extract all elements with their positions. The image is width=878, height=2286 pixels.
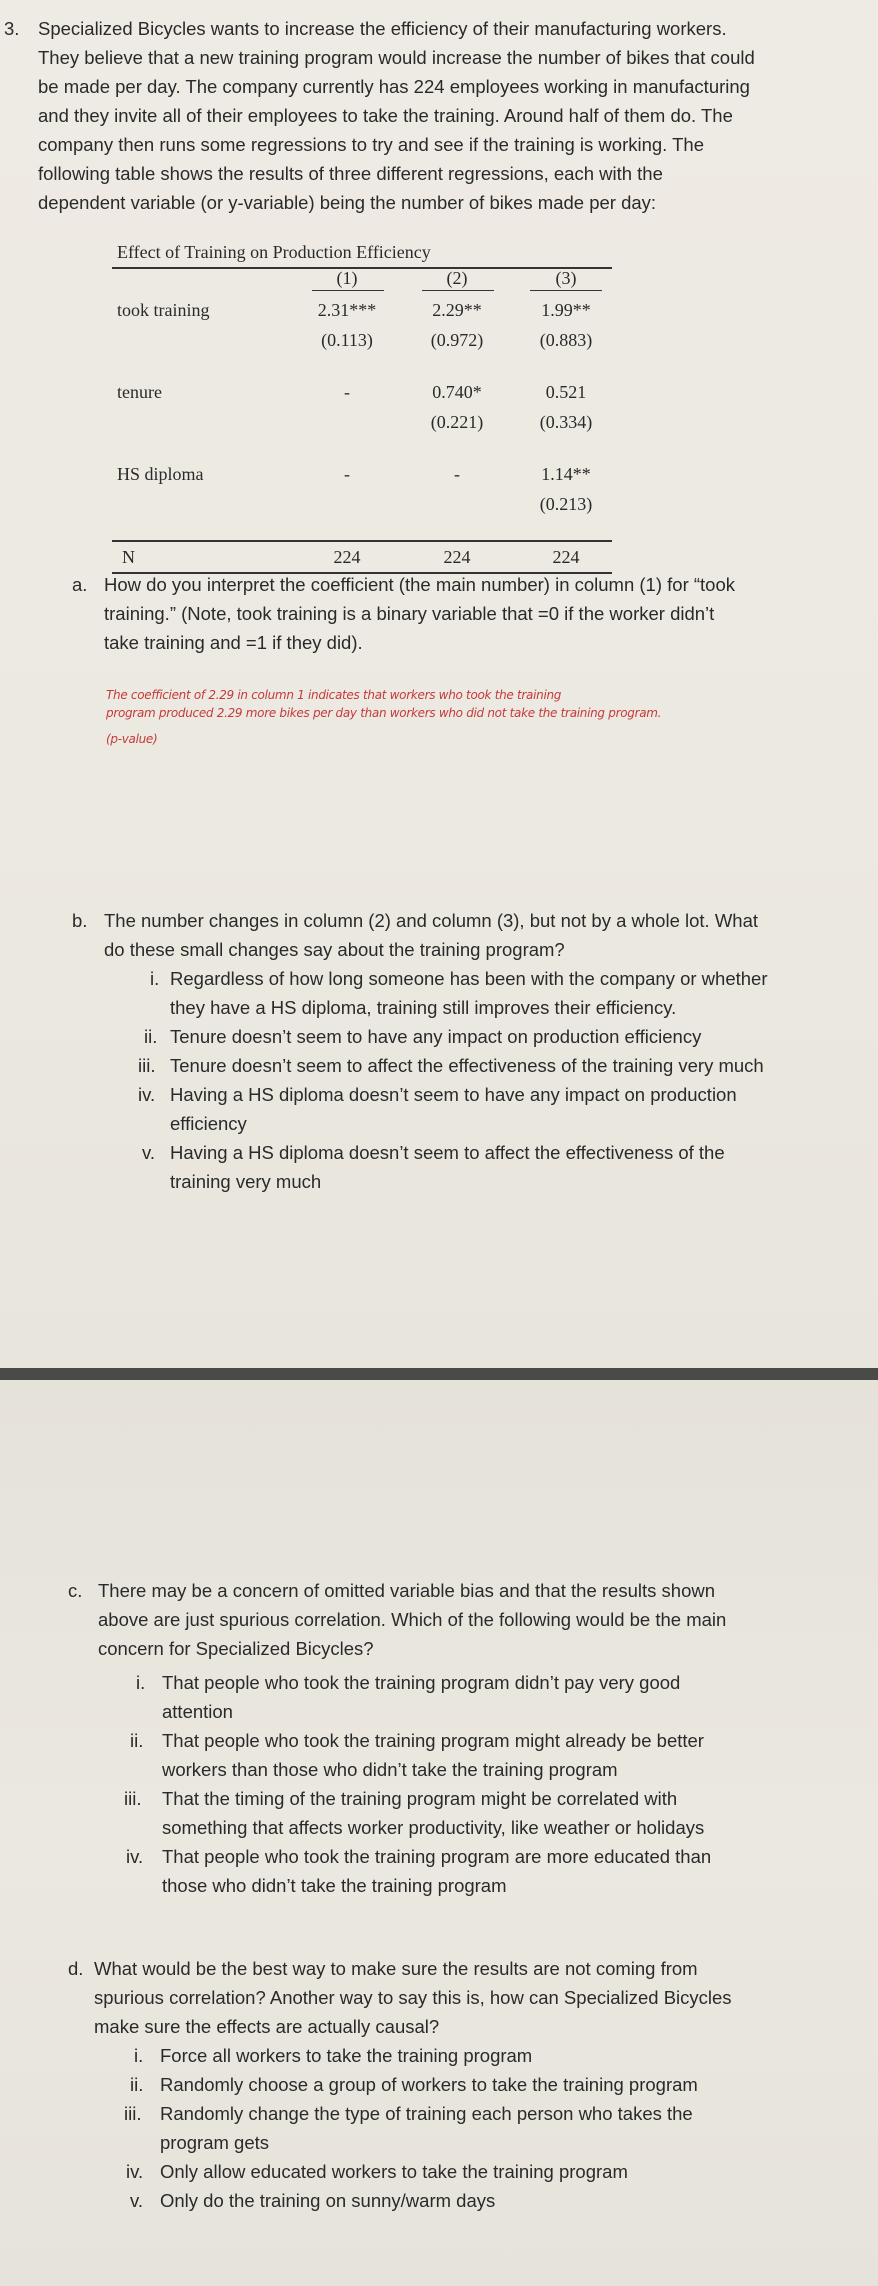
part-a-line: How do you interpret the coefficient (the main number) in column (1) for “took	[104, 574, 736, 595]
option-text: training very much	[170, 1171, 322, 1192]
option-text: Randomly choose a group of workers to take the training program	[160, 2074, 698, 2095]
coef-cell: 1.14**	[541, 464, 591, 484]
column-header: (3)	[555, 268, 577, 288]
part-c-line: concern for Specialized Bicycles?	[98, 1638, 374, 1659]
option-text: attention	[162, 1701, 233, 1722]
option-text: Tenure doesn’t seem to have any impact on production efficiency	[170, 1026, 702, 1047]
part-d-line: make sure the effects are actually causal?	[94, 2016, 440, 2037]
option-text: Only do the training on sunny/warm days	[160, 2190, 496, 2211]
column-header: (2)	[446, 268, 468, 288]
option-text: Having a HS diploma doesn’t seem to have any impact on production	[170, 1084, 737, 1105]
option-number: i.	[134, 2045, 144, 2066]
column-underline	[530, 290, 602, 291]
question-number: 3.	[4, 18, 20, 39]
part-d-letter: d.	[68, 1958, 84, 1979]
column-underline	[422, 290, 494, 291]
option-text: That the timing of the training program might be correlated with	[162, 1788, 678, 1809]
coef-cell: 2.31***	[317, 300, 377, 320]
option-text: That people who took the training program are more educated than	[162, 1846, 712, 1867]
se-cell: (0.113)	[321, 330, 373, 350]
part-b-line: do these small changes say about the training program?	[104, 939, 565, 960]
table-mid-rule	[112, 540, 612, 542]
coef-cell: -	[344, 382, 350, 402]
intro-line: company then runs some regressions to try and see if the training is working. The	[38, 134, 704, 155]
option-number: iv.	[138, 1084, 156, 1105]
se-cell: (0.221)	[430, 412, 484, 432]
row-label: took training	[117, 300, 210, 320]
option-text: Tenure doesn’t seem to affect the effectiveness of the training very much	[170, 1055, 764, 1076]
part-b-line: The number changes in column (2) and column (3), but not by a whole lot. What	[104, 910, 759, 931]
option-number: ii.	[130, 1730, 144, 1751]
n-cell: 224	[552, 547, 580, 567]
part-a-line: training.” (Note, took training is a binary variable that =0 if the worker didn’t	[104, 603, 715, 624]
coef-cell: -	[454, 464, 460, 484]
option-text: those who didn’t take the training program	[162, 1875, 507, 1896]
option-text: something that affects worker productivity, like weather or holidays	[162, 1817, 705, 1838]
option-text: That people who took the training program didn’t pay very good	[162, 1672, 681, 1693]
option-number: iii.	[124, 1788, 142, 1809]
option-number: v.	[142, 1142, 156, 1163]
column-header: (1)	[336, 268, 358, 288]
n-cell: 224	[443, 547, 471, 567]
intro-line: They believe that a new training program would increase the number of bikes that could	[38, 47, 755, 68]
table-title: Effect of Training on Production Efficiency	[117, 242, 431, 262]
option-text: Force all workers to take the training program	[160, 2045, 533, 2066]
option-text: That people who took the training program might already be better	[162, 1730, 704, 1751]
option-number: ii.	[144, 1026, 158, 1047]
handwritten-answer-line: The coefficient of 2.29 in column 1 indicates that workers who took the training	[106, 688, 562, 702]
se-cell: (0.972)	[430, 330, 484, 350]
intro-line: dependent variable (or y-variable) being the number of bikes made per day:	[38, 192, 657, 213]
part-d-line: What would be the best way to make sure the results are not coming from	[94, 1958, 698, 1979]
se-cell: (0.883)	[539, 330, 593, 350]
option-text: Regardless of how long someone has been with the company or whether	[170, 968, 768, 989]
option-text: workers than those who didn’t take the training program	[162, 1759, 618, 1780]
option-number: iv.	[126, 2161, 144, 2182]
row-label-n: N	[122, 547, 135, 567]
coef-cell: -	[344, 464, 350, 484]
option-number: iii.	[138, 1055, 156, 1076]
page-bottom-sheet	[0, 1380, 878, 2286]
part-c-letter: c.	[68, 1580, 83, 1601]
coef-cell: 1.99**	[541, 300, 591, 320]
part-b-letter: b.	[72, 910, 88, 931]
row-label: tenure	[117, 382, 162, 402]
part-c-line: above are just spurious correlation. Which of the following would be the main	[98, 1609, 727, 1630]
option-text: Randomly change the type of training each person who takes the	[160, 2103, 693, 2124]
part-c-line: There may be a concern of omitted variable bias and that the results shown	[98, 1580, 716, 1601]
option-number: i.	[136, 1672, 146, 1693]
option-text: Only allow educated workers to take the training program	[160, 2161, 628, 2182]
option-number: iii.	[124, 2103, 142, 2124]
regression-table	[112, 242, 612, 578]
option-number: i.	[150, 968, 160, 989]
intro-line: be made per day. The company currently has 224 employees working in manufacturing	[38, 76, 750, 97]
coef-cell: 0.521	[545, 382, 587, 402]
coef-cell: 2.29**	[432, 300, 482, 320]
option-text: efficiency	[170, 1113, 247, 1134]
option-number: ii.	[130, 2074, 144, 2095]
part-a-letter: a.	[72, 574, 88, 595]
se-cell: (0.213)	[539, 494, 593, 514]
se-cell: (0.334)	[539, 412, 593, 432]
intro-line: Specialized Bicycles wants to increase the efficiency of their manufacturing workers.	[38, 18, 727, 39]
option-text: Having a HS diploma doesn’t seem to affect the effectiveness of the	[170, 1142, 725, 1163]
option-number: v.	[130, 2190, 144, 2211]
handwritten-answer-line: (p-value)	[106, 732, 158, 746]
option-number: iv.	[126, 1846, 144, 1867]
intro-line: following table shows the results of three different regressions, each with the	[38, 163, 663, 184]
coef-cell: 0.740*	[432, 382, 482, 402]
column-underline	[312, 290, 384, 291]
page-divider	[0, 1368, 878, 1380]
row-label: HS diploma	[117, 464, 204, 484]
part-d-line: spurious correlation? Another way to say this is, how can Specialized Bicycles	[94, 1987, 732, 2008]
part-a-line: take training and =1 if they did).	[104, 632, 363, 653]
option-text: they have a HS diploma, training still improves their efficiency.	[170, 997, 677, 1018]
option-text: program gets	[160, 2132, 269, 2153]
handwritten-answer-line: program produced 2.29 more bikes per day than workers who did not take the training program.	[106, 706, 662, 720]
intro-line: and they invite all of their employees to take the training. Around half of them do. The	[38, 105, 733, 126]
n-cell: 224	[333, 547, 361, 567]
